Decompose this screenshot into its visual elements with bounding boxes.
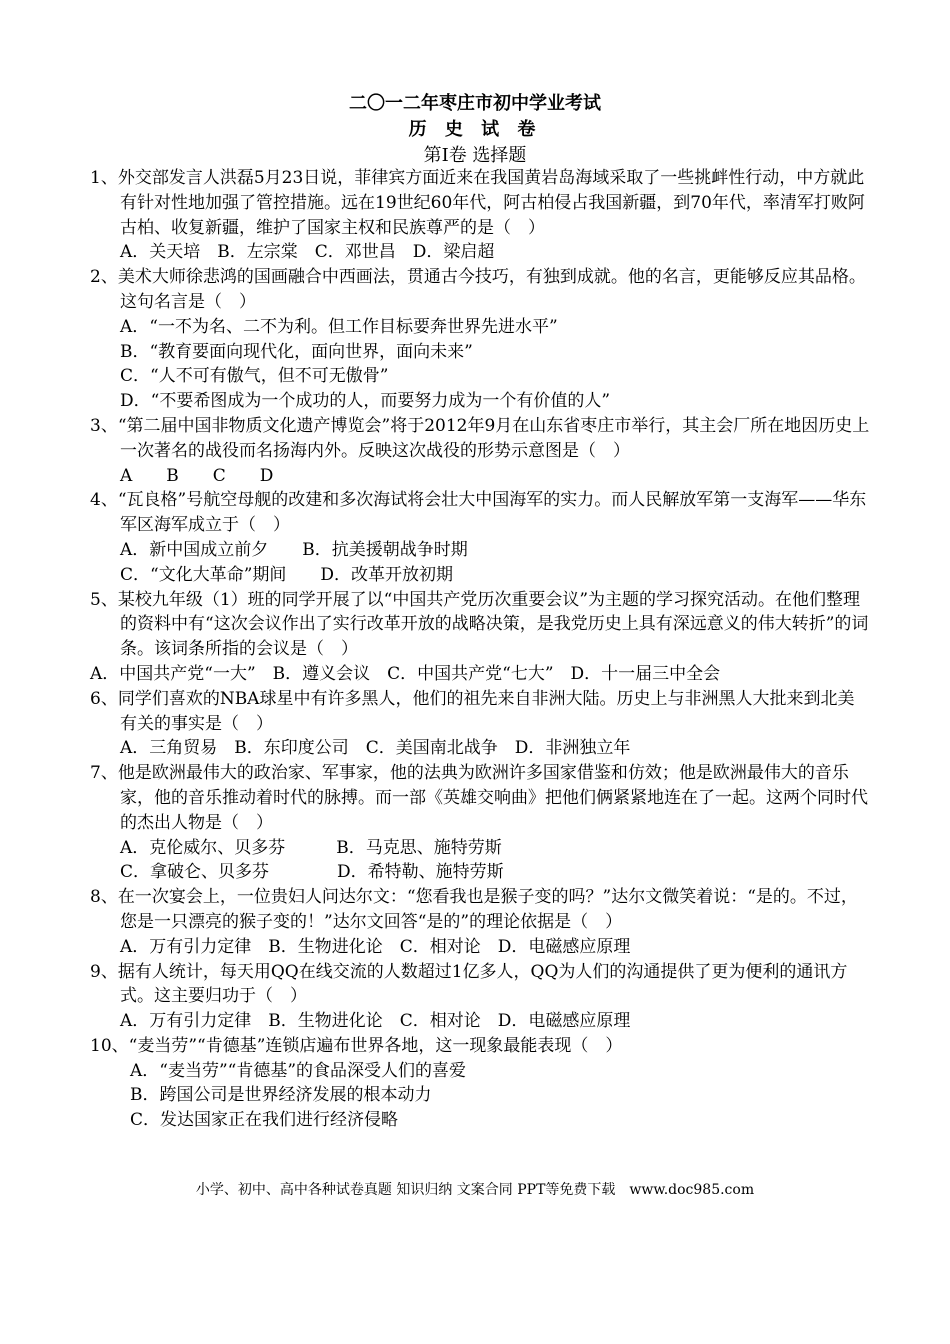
question-10 [90,1034,870,1133]
question-option-c: C．发达国家正在我们进行经济侵略 [130,1110,399,1131]
question-2 [90,265,870,414]
question-options-row-1: A．克伦威尔、贝多芬 B．马克思、施特劳斯 [120,837,502,858]
exam-subtitle: 历 史 试 卷 [408,119,542,140]
question-option-c: C．“人不可有傲气，但不可无傲骨” [120,366,389,387]
footer-note: 小学、初中、高中各种试卷真题 知识归纳 文案合同 PPT等免费下载 www.doc985.com [195,1182,755,1198]
question-stem: 3、“第二届中国非物质文化遗产博览会”将于2012年9月在山东省枣庄市举行，其主会厂所在地因历史上一次著名的战役而名扬海内外。反映这次战役的形势示意图是（ ） [90,415,870,461]
question-stem: 6、同学们喜欢的NBA球星中有许多黑人，他们的祖先来自非洲大陆。历史上与非洲黑人大批来到北美有关的事实是（ ） [90,688,855,734]
question-options: A．万有引力定律 B．生物进化论 C．相对论 D．电磁感应原理 [120,936,631,957]
question-options-row-2: C．“文化大革命”期间 D．改革开放初期 [120,564,454,585]
question-5 [90,588,870,687]
question-1 [90,166,870,265]
question-stem: 5、某校九年级（1）班的同学开展了以“中国共产党历次重要会议”为主题的学习探究活动。在他们整理的资料中有“这次会议作出了实行改革开放的战略决策，是我党历史上具有深远意义的伟大转折”的词条。该词条所指的会议是（ ） [90,589,869,660]
question-options-row-1: A．新中国成立前夕 B．抗美援朝战争时期 [120,539,468,560]
question-options: A．万有引力定律 B．生物进化论 C．相对论 D．电磁感应原理 [120,1011,631,1032]
question-stem: 8、在一次宴会上，一位贵妇人问达尔文：“您看我也是猴子变的吗？”达尔文微笑着说：“是的。不过，您是一只漂亮的猴子变的！”达尔文回答“是的”的理论依据是（ ） [90,887,858,932]
question-options: A．中国共产党“一大” B．遵义会议 C．中国共产党“七大” D．十一届三中全会 [90,663,721,684]
question-option-a: A．“麦当劳”“肯德基”的食品深受人们的喜爱 [130,1060,467,1081]
section-heading: 第Ⅰ卷 选择题 [423,145,527,166]
question-options: A B C D [120,465,274,486]
question-7 [90,761,870,885]
question-stem: 9、据有人统计，每天用QQ在线交流的人数超过1亿多人，QQ为人们的沟通提供了更为便利的通讯方式。这主要归功于（ ） [90,961,848,1007]
question-option-b: B．“教育要面向现代化，面向世界，面向未来” [120,341,473,362]
question-options-row-2: C．拿破仑、贝多芬 D．希特勒、施特劳斯 [120,862,504,883]
question-3 [90,414,870,488]
question-8 [90,885,870,959]
question-option-b: B．跨国公司是世界经济发展的根本动力 [130,1085,432,1106]
question-stem: 1、外交部发言人洪磊5月23日说，菲律宾方面近来在我国黄岩岛海域采取了一些挑衅性行动，中方就此有针对性地加强了管控措施。远在19世纪60年代，阿古柏侵占我国新疆，到70年代，率清军打败阿古柏、收复新疆，维护了国家主权和民族尊严的是（ ） [90,168,865,238]
question-stem: 2、美术大师徐悲鸿的国画融合中西画法，贯通古今技巧，有独到成就。他的名言，更能够反应其品格。这句名言是（ ） [90,267,866,312]
question-option-d: D．“不要希图成为一个成功的人，而要努力成为一个有价值的人” [120,391,611,412]
question-stem: 7、他是欧洲最伟大的政治家、军事家，他的法典为欧洲许多国家借鉴和仿效；他是欧洲最伟大的音乐家，他的音乐推动着时代的脉搏。而一部《英雄交响曲》把他们俩紧紧地连在了一起。这两个同时代的杰出人物是（ ） [90,763,868,833]
question-option-a: A．“一不为名、二不为利。但工作目标要奔世界先进水平” [120,316,558,337]
question-9 [90,960,870,1034]
question-options: A．关天培 B．左宗棠 C．邓世昌 D．梁启超 [120,242,495,263]
question-options: A．三角贸易 B．东印度公司 C．美国南北战争 D．非洲独立年 [120,738,631,759]
question-stem: 10、“麦当劳”“肯德基”连锁店遍布世界各地，这一现象最能表现（ ） [90,1035,623,1056]
question-4 [90,488,870,587]
exam-title: 二〇一二年枣庄市初中学业考试 [349,93,601,114]
question-stem: 4、“瓦良格”号航空母舰的改建和多次海试将会壮大中国海军的实力。而人民解放军第一支海军——华东军区海军成立于（ ） [90,490,867,536]
question-list [90,166,870,1133]
question-6 [90,687,870,761]
